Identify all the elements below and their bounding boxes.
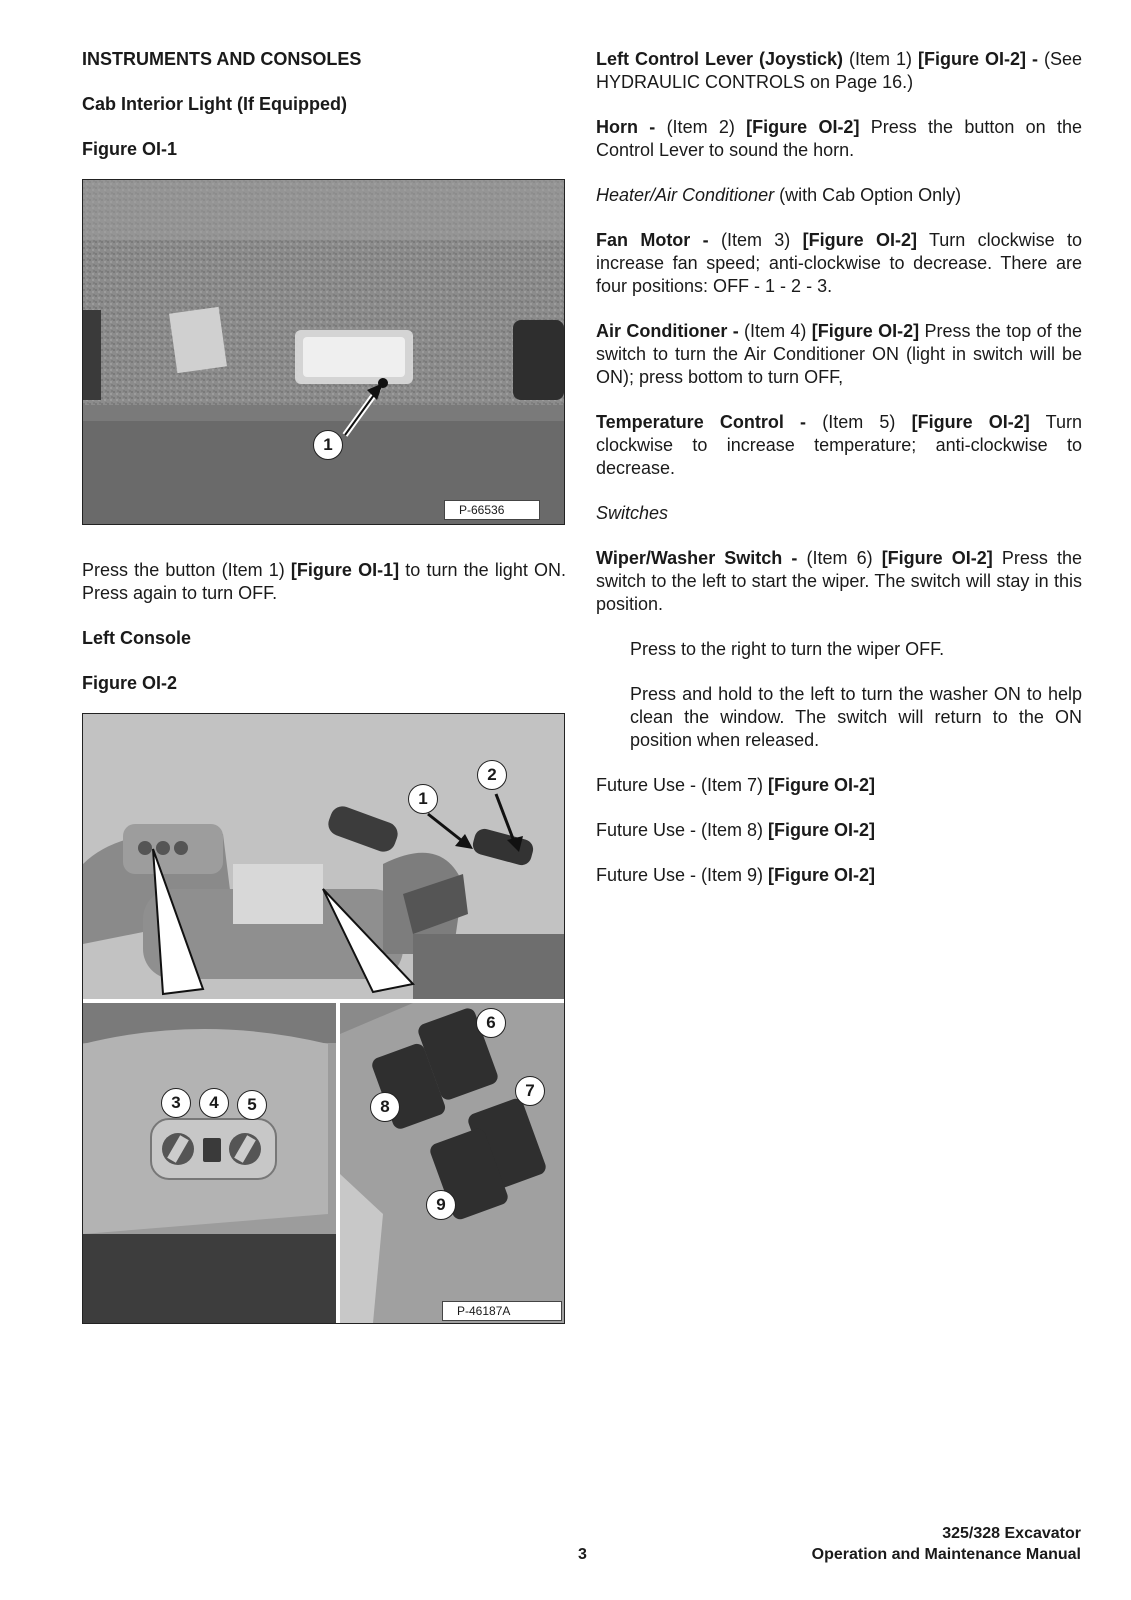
figure2-callout-6: 6 [476,1008,506,1038]
figure2-callout-7: 7 [515,1076,545,1106]
paragraph-joystick: Left Control Lever (Joystick) (Item 1) [Figure OI-2] - (See HYDRAULIC CONTROLS on Page 16.) [596,49,1082,92]
paragraph-fan-motor: Fan Motor - (Item 3) [Figure OI-2] Turn clockwise to increase fan speed; anti-clockwise to decrease. There are four positions: OFF - 1 - 2 - 3. [596,230,1082,296]
figure1-code: P-66536 [444,500,540,520]
figure2-callout-2: 2 [477,760,507,790]
figure-oi-1-photo [82,179,565,525]
left-console-heading: Left Console [82,628,192,648]
left-column [82,48,566,1324]
paragraph-wiper-washer: Press and hold to the left to turn the washer ON to help clean the window. The switch will return to the ON position when released. [630,684,1082,750]
figure2-callout-1: 1 [408,784,438,814]
paragraph-air-conditioner: Air Conditioner - (Item 4) [Figure OI-2] Press the top of the switch to turn the Air Conditioner ON (light in switch will be ON); press bottom to turn OFF, [596,321,1082,387]
figure2-callout-9: 9 [426,1190,456,1220]
figure2-callout-5: 5 [237,1090,267,1120]
figure2-callout-3: 3 [161,1088,191,1118]
paragraph-heater-heading: Heater/Air Conditioner (with Cab Option Only) [596,185,962,205]
paragraph-future-7: Future Use - (Item 7) [Figure OI-2] [596,775,876,795]
figure2-callout-8: 8 [370,1092,400,1122]
paragraph-future-9: Future Use - (Item 9) [Figure OI-2] [596,865,876,885]
paragraph-horn: Horn - (Item 2) [Figure OI-2] Press the button on the Control Lever to sound the horn. [596,117,1083,160]
footer-manual: Operation and Maintenance Manual [811,1546,1081,1563]
figure2-code: P-46187A [442,1301,562,1321]
section-title: INSTRUMENTS AND CONSOLES [82,49,362,69]
paragraph-switches-heading: Switches [596,503,669,523]
paragraph-temperature: Temperature Control - (Item 5) [Figure OI-2] Turn clockwise to increase temperature; anti-clockwise to decrease. [596,412,1082,478]
right-column [596,48,1082,909]
paragraph-cab-light: Press the button (Item 1) [Figure OI-1] to turn the light ON. Press again to turn OFF. [82,560,567,603]
paragraph-wiper: Wiper/Washer Switch - (Item 6) [Figure OI-2] Press the switch to the left to start the wiper. The switch will stay in this position. [596,548,1082,614]
paragraph-wiper-off: Press to the right to turn the wiper OFF. [630,639,945,659]
figure-oi-2-photo [82,713,565,1324]
figure1-callout-1: 1 [313,430,343,460]
figure1-label: Figure OI-1 [82,139,178,159]
cab-light-heading: Cab Interior Light (If Equipped) [82,94,347,114]
page-number: 3 [578,1546,587,1563]
cab-ceiling-illustration [83,180,564,524]
footer-model: 325/328 Excavator [942,1525,1081,1542]
figure2-callout-4: 4 [199,1088,229,1118]
paragraph-future-8: Future Use - (Item 8) [Figure OI-2] [596,820,876,840]
figure2-label: Figure OI-2 [82,673,178,693]
